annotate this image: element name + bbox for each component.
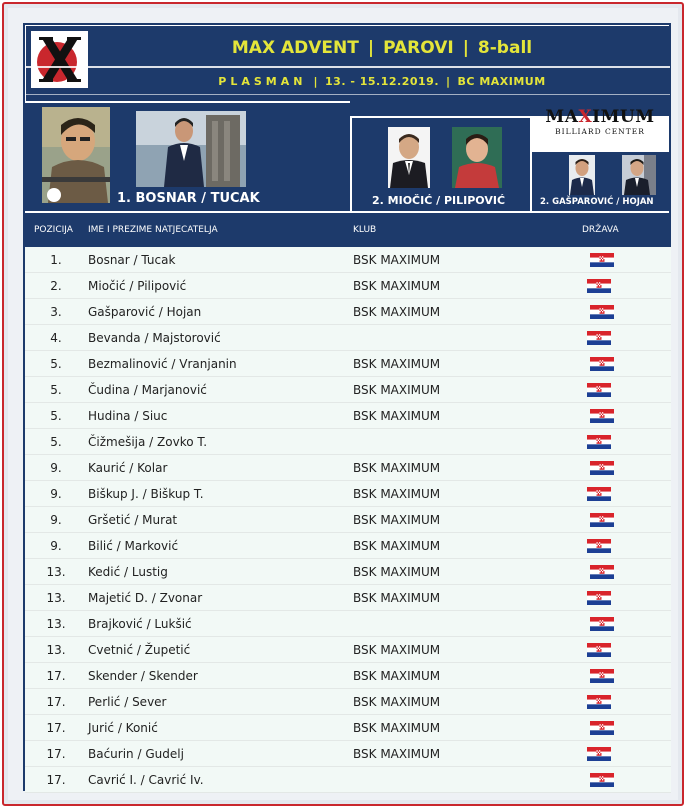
- winner-photo-1: [42, 107, 110, 203]
- table-row: [25, 273, 671, 299]
- cell-position: 17.: [46, 773, 66, 787]
- title-separator: |: [462, 38, 469, 58]
- header-divider: [26, 94, 670, 95]
- table-row: [25, 533, 671, 559]
- cell-name: Baćurin / Gudelj: [88, 747, 184, 761]
- table-row: [25, 351, 671, 377]
- table-row: [25, 559, 671, 585]
- podium-first-label: 1. BOSNAR / TUCAK: [117, 191, 260, 206]
- cell-club: BSK MAXIMUM: [353, 357, 441, 371]
- cell-club: BSK MAXIMUM: [353, 643, 441, 657]
- cell-position: 3.: [50, 305, 62, 319]
- cell-name: Cavrić I. / Cavrić Iv.: [88, 773, 204, 787]
- table-row: [25, 429, 671, 455]
- cell-club: BSK MAXIMUM: [353, 747, 441, 761]
- croatia-flag-icon: [587, 591, 611, 605]
- cell-name: Gašparović / Hojan: [88, 305, 202, 319]
- sponsor-name: MAXIMUM: [545, 107, 655, 127]
- croatia-flag-icon: [587, 435, 611, 449]
- cell-name: Bosnar / Tucak: [88, 253, 176, 267]
- croatia-flag-icon: [590, 617, 614, 631]
- cell-club: BSK MAXIMUM: [353, 513, 441, 527]
- second-photo-2: [452, 127, 502, 188]
- results-card: [23, 23, 671, 791]
- podium-third: [532, 152, 671, 211]
- croatia-flag-icon: [587, 331, 611, 345]
- cell-name: Biškup J. / Biškup T.: [88, 487, 204, 501]
- sponsor-tagline: BILLIARD CENTER: [555, 127, 645, 136]
- col-header-country: DRŽAVA: [582, 225, 619, 235]
- cell-name: Bilić / Marković: [88, 539, 179, 553]
- table-row: [25, 663, 671, 689]
- cell-club: BSK MAXIMUM: [353, 461, 441, 475]
- table-row: [25, 637, 671, 663]
- table-row: [25, 507, 671, 533]
- cell-club: BSK MAXIMUM: [353, 565, 441, 579]
- page-title: [94, 32, 670, 64]
- table-row: [25, 767, 671, 793]
- subtitle-label: PLASMAN: [218, 74, 307, 88]
- cell-position: 1.: [50, 253, 62, 267]
- title-event: MAX ADVENT: [231, 38, 359, 58]
- cell-position: 17.: [46, 669, 66, 683]
- croatia-flag-icon: [587, 643, 611, 657]
- cell-name: Perlić / Sever: [88, 695, 167, 709]
- table-row: [25, 403, 671, 429]
- header-divider: [26, 66, 670, 68]
- podium-first: [25, 101, 350, 211]
- table-row: [25, 611, 671, 637]
- cell-position: 9.: [50, 461, 62, 475]
- cell-position: 17.: [46, 721, 66, 735]
- cell-name: Kaurić / Kolar: [88, 461, 168, 475]
- podium-second: [352, 118, 530, 211]
- cell-name: Skender / Skender: [88, 669, 198, 683]
- cell-club: BSK MAXIMUM: [353, 539, 441, 553]
- table-row: [25, 741, 671, 767]
- croatia-flag-icon: [590, 565, 614, 579]
- col-header-position: POZICIJA: [34, 225, 73, 235]
- cell-club: BSK MAXIMUM: [353, 695, 441, 709]
- cell-name: Bezmalinović / Vranjanin: [88, 357, 237, 371]
- cell-club: BSK MAXIMUM: [353, 721, 441, 735]
- page-outer-border: [2, 2, 684, 806]
- col-header-club: KLUB: [353, 225, 377, 235]
- cell-name: Miočić / Pilipović: [88, 279, 187, 293]
- croatia-flag-icon: [590, 461, 614, 475]
- cell-name: Brajković / Lukšić: [88, 617, 192, 631]
- cell-position: 5.: [50, 435, 62, 449]
- cell-club: BSK MAXIMUM: [353, 409, 441, 423]
- cell-club: BSK MAXIMUM: [353, 487, 441, 501]
- third-photo-1: [569, 155, 595, 195]
- cell-position: 5.: [50, 409, 62, 423]
- cell-name: Čudina / Marjanović: [88, 383, 207, 397]
- subtitle-separator: |: [446, 74, 451, 88]
- cell-club: BSK MAXIMUM: [353, 591, 441, 605]
- cell-position: 9.: [50, 513, 62, 527]
- croatia-flag-icon: [590, 669, 614, 683]
- table-row: [25, 247, 671, 273]
- cell-position: 5.: [50, 357, 62, 371]
- croatia-flag-icon: [587, 539, 611, 553]
- col-header-name: IME I PREZIME NATJECATELJA: [88, 225, 218, 235]
- row-divider: [25, 792, 671, 793]
- table-row: [25, 455, 671, 481]
- cell-position: 2.: [50, 279, 62, 293]
- x-logo-icon: [33, 33, 86, 86]
- second-photo-1: [388, 127, 430, 188]
- table-row: [25, 585, 671, 611]
- table-row: [25, 299, 671, 325]
- croatia-flag-icon: [587, 747, 611, 761]
- cell-name: Gršetić / Murat: [88, 513, 178, 527]
- croatia-flag-icon: [590, 357, 614, 371]
- cell-name: Bevanda / Majstorović: [88, 331, 221, 345]
- subtitle-separator: |: [313, 74, 319, 88]
- croatia-flag-icon: [587, 487, 611, 501]
- croatia-flag-icon: [587, 695, 611, 709]
- subtitle-venue: BC MAXIMUM: [457, 74, 546, 88]
- logo: [31, 31, 88, 88]
- cell-club: BSK MAXIMUM: [353, 383, 441, 397]
- table-header: [25, 213, 671, 247]
- results-table: [25, 247, 671, 793]
- croatia-flag-icon: [590, 773, 614, 787]
- croatia-flag-icon: [590, 305, 614, 319]
- cell-name: Kedić / Lustig: [88, 565, 168, 579]
- table-row: [25, 715, 671, 741]
- podium-third-label: 2. GAŠPAROVIĆ / HOJAN: [540, 197, 654, 207]
- sponsor-logo: [535, 107, 665, 145]
- winner-photo-2: [136, 111, 246, 187]
- croatia-flag-icon: [590, 409, 614, 423]
- cell-club: BSK MAXIMUM: [353, 669, 441, 683]
- table-row: [25, 377, 671, 403]
- croatia-flag-icon: [587, 279, 611, 293]
- title-discipline: 8-ball: [477, 38, 533, 58]
- table-row: [25, 481, 671, 507]
- podium-second-label: 2. MIOČIĆ / PILIPOVIĆ: [372, 194, 506, 207]
- croatia-flag-icon: [590, 253, 614, 267]
- cell-position: 4.: [50, 331, 62, 345]
- third-photo-2: [622, 155, 656, 195]
- page-subtitle: [94, 71, 670, 91]
- cell-name: Hudina / Siuc: [88, 409, 168, 423]
- cell-position: 5.: [50, 383, 62, 397]
- cell-position: 9.: [50, 487, 62, 501]
- subtitle-dates: 13. - 15.12.2019.: [325, 74, 439, 88]
- croatia-flag-icon: [590, 721, 614, 735]
- table-row: [25, 325, 671, 351]
- cell-club: BSK MAXIMUM: [353, 279, 441, 293]
- cell-club: BSK MAXIMUM: [353, 305, 441, 319]
- cell-position: 9.: [50, 539, 62, 553]
- cell-position: 13.: [46, 591, 66, 605]
- cell-position: 13.: [46, 617, 66, 631]
- cell-name: Cvetnić / Župetić: [88, 643, 191, 657]
- croatia-flag-icon: [587, 383, 611, 397]
- cell-name: Čižmešija / Zovko T.: [88, 435, 208, 449]
- cell-club: BSK MAXIMUM: [353, 253, 441, 267]
- cell-position: 17.: [46, 695, 66, 709]
- title-separator: |: [367, 38, 375, 58]
- croatia-flag-icon: [590, 513, 614, 527]
- cell-position: 13.: [46, 565, 66, 579]
- title-category: PAROVI: [383, 38, 454, 58]
- cell-name: Jurić / Konić: [88, 721, 158, 735]
- cell-position: 17.: [46, 747, 66, 761]
- cell-position: 13.: [46, 643, 66, 657]
- cell-name: Majetić D. / Zvonar: [88, 591, 203, 605]
- table-row: [25, 689, 671, 715]
